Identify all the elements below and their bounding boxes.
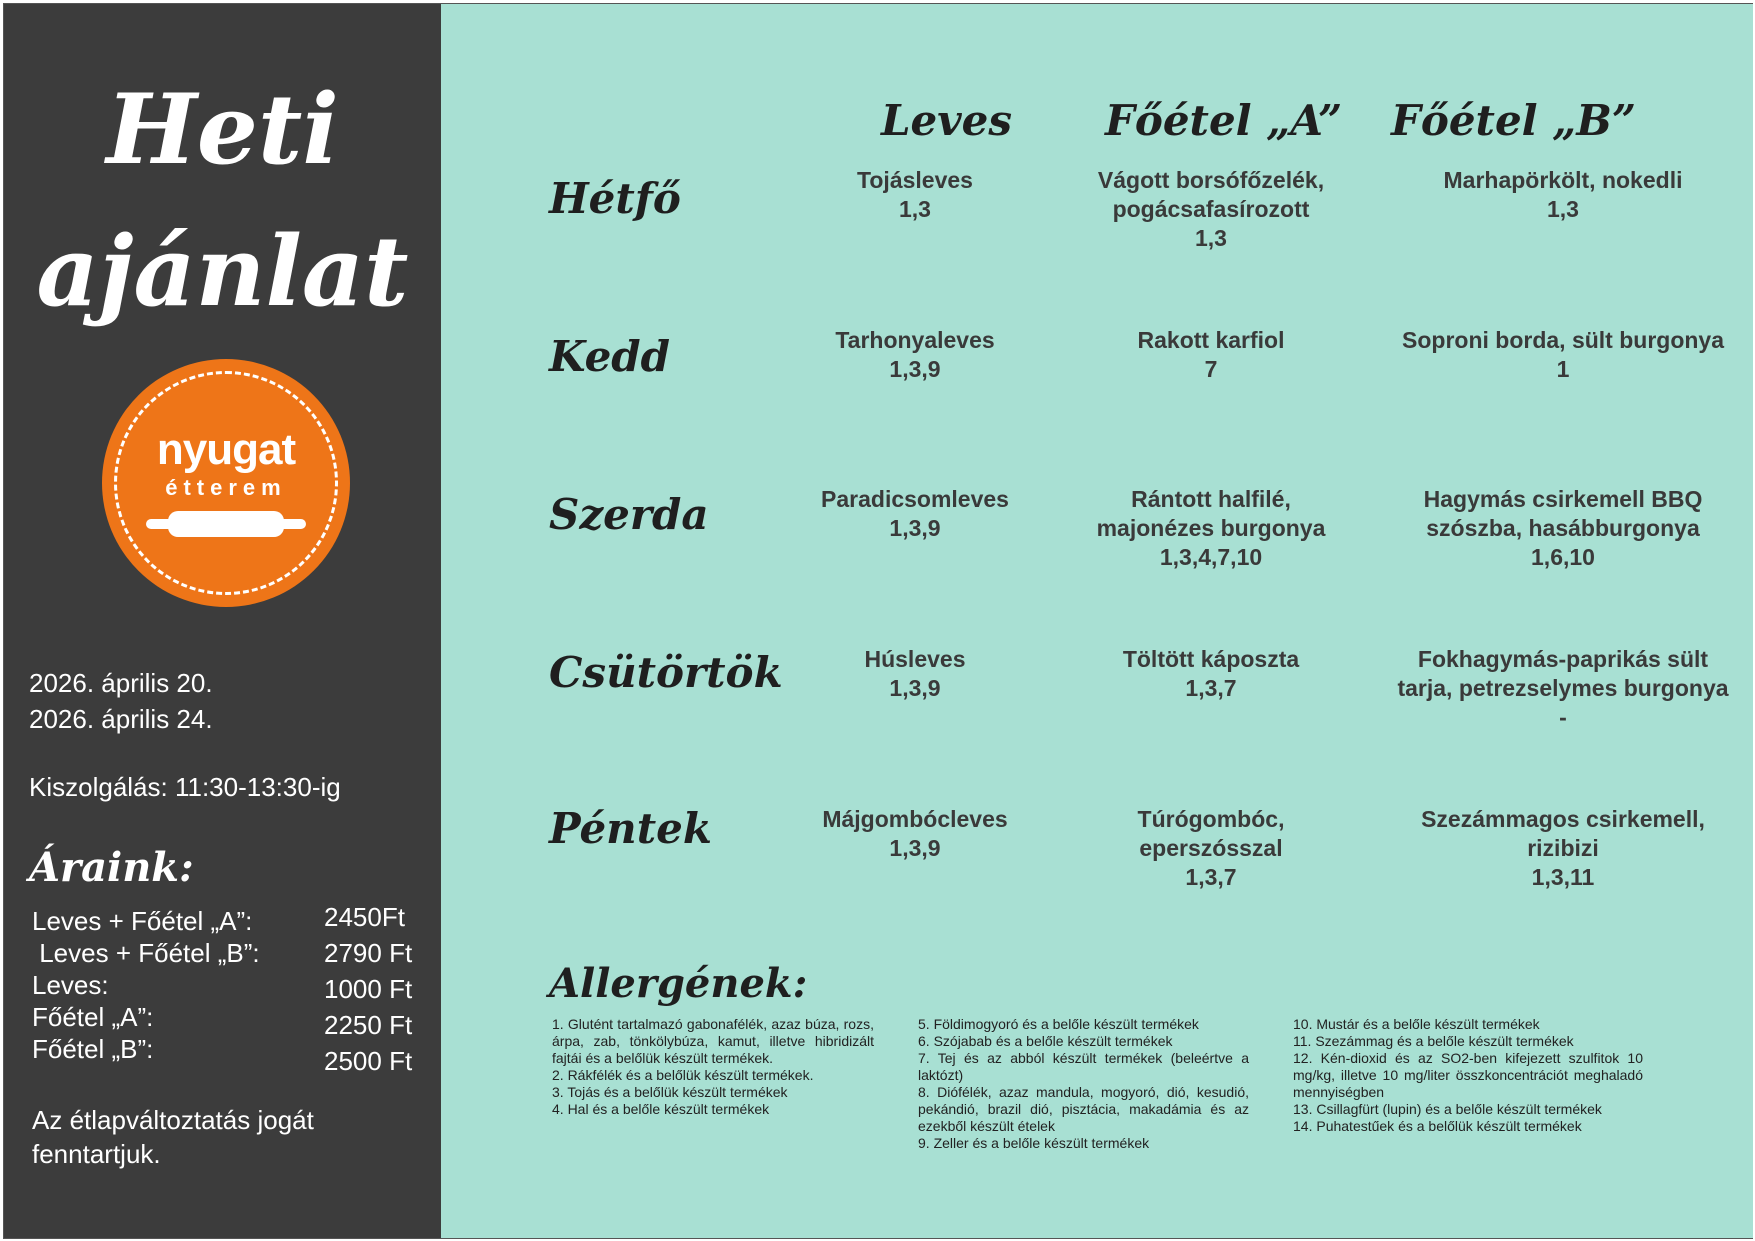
allergen-list-2 xyxy=(918,1016,1249,1152)
allergen-item: 12. Kén-dioxid és az SO2-ben kifejezett szulfitok 10 mg/kg, illetve 10 mg/liter összkoncentrációt meghaladó mennyiségben xyxy=(1293,1050,1643,1100)
allergen-item: 9. Zeller és a belőle készült termékek xyxy=(918,1135,1150,1151)
dish-line: Májgombócleves xyxy=(822,806,1008,832)
allergens-title: Allergének: xyxy=(549,960,808,1007)
allergen-list-1 xyxy=(552,1016,874,1118)
column-header-main-a: Főétel „A” xyxy=(1105,96,1343,145)
menu-cell-main-b xyxy=(1373,485,1753,572)
allergen-codes: 1,3,9 xyxy=(889,675,941,701)
column-header-soup: Leves xyxy=(881,96,1013,145)
prices-title: Áraink: xyxy=(29,844,194,891)
allergen-item: 7. Tej és az abból készült termékek (beleértve a laktózt) xyxy=(918,1050,1249,1083)
price-value: 2450Ft xyxy=(324,902,405,932)
allergen-list-3 xyxy=(1293,1016,1643,1135)
allergen-codes: - xyxy=(1559,704,1567,730)
dish-line: szószba, hasábburgonya xyxy=(1426,515,1700,541)
dish-line: Hagymás csirkemell BBQ xyxy=(1423,486,1703,512)
allergen-codes: 1,3 xyxy=(1547,196,1579,222)
dish-line: Túrógombóc, xyxy=(1137,806,1285,832)
price-value: 2250 Ft xyxy=(324,1010,413,1040)
menu-cell-soup xyxy=(785,805,1045,863)
allergen-codes: 1,3,9 xyxy=(889,835,941,861)
allergen-item: 5. Földimogyoró és a belőle készült termékek xyxy=(918,1016,1199,1032)
menu-cell-main-a xyxy=(1071,805,1351,892)
allergen-codes: 1,3,11 xyxy=(1531,864,1595,890)
dish-line: Tarhonyaleves xyxy=(835,327,995,353)
day-label: Hétfő xyxy=(549,174,681,223)
allergen-codes: 1,3 xyxy=(899,196,931,222)
menu-cell-main-a xyxy=(1071,166,1351,253)
rolling-pin-handle-right xyxy=(278,519,306,529)
menu-cell-main-a xyxy=(1071,485,1351,572)
price-label: Leves: xyxy=(32,970,109,1000)
allergen-item: 4. Hal és a belőle készült termékek xyxy=(552,1101,770,1117)
allergen-codes: 1,3,9 xyxy=(889,356,941,382)
dish-line: Rakott karfiol xyxy=(1137,327,1285,353)
dish-line: Húsleves xyxy=(864,646,966,672)
allergen-item: 1. Glutént tartalmazó gabonafélék, azaz búza, rozs, árpa, zab, tönkölybúza, kamut, illetve hibridizált fajtái és a belőlük készült termékek. xyxy=(552,1016,874,1066)
column-header-main-b: Főétel „B” xyxy=(1391,96,1637,145)
price-label: Főétel „A”: xyxy=(32,1002,154,1032)
allergen-item: 6. Szójabab és a belőle készült termékek xyxy=(918,1033,1173,1049)
restaurant-logo xyxy=(102,359,350,607)
dish-line: Soproni borda, sült burgonya xyxy=(1402,327,1724,353)
dish-line: Töltött káposzta xyxy=(1122,646,1300,672)
menu-cell-soup xyxy=(785,645,1045,703)
dish-line: Paradicsomleves xyxy=(821,486,1009,512)
dish-line: Marhapörkölt, nokedli xyxy=(1443,167,1683,193)
title-line-1: Heti xyxy=(106,73,339,186)
day-label: Kedd xyxy=(549,332,671,381)
menu-cell-main-a xyxy=(1071,645,1351,703)
day-label: Csütörtök xyxy=(549,648,783,697)
allergen-item: 13. Csillagfürt (lupin) és a belőle készült termékek xyxy=(1293,1101,1602,1117)
logo-subtitle: étterem xyxy=(165,475,287,500)
allergen-codes: 1,3 xyxy=(1195,225,1227,251)
allergen-codes: 7 xyxy=(1204,356,1218,382)
allergen-item: 8. Diófélék, azaz mandula, mogyoró, dió, kesudió, pekándió, brazil dió, pisztácia, makadámia és az ezekből készült ételek xyxy=(918,1084,1249,1134)
allergen-item: 10. Mustár és a belőle készült termékek xyxy=(1293,1016,1540,1032)
dish-line: rizibizi xyxy=(1527,835,1599,861)
price-value: 2790 Ft xyxy=(324,938,413,968)
allergen-codes: 1 xyxy=(1556,356,1570,382)
rolling-pin-handle-left xyxy=(146,519,174,529)
dish-line: Vágott borsófőzelék, xyxy=(1097,167,1325,193)
menu-cell-main-a xyxy=(1071,326,1351,384)
menu-cell-main-b xyxy=(1373,166,1753,224)
price-label: Leves + Főétel „B”: xyxy=(32,938,260,968)
menu-cell-soup xyxy=(785,166,1045,224)
price-label: Leves + Főétel „A”: xyxy=(32,906,253,936)
menu-cell-soup xyxy=(785,485,1045,543)
allergen-codes: 1,3,9 xyxy=(889,515,941,541)
menu-cell-soup xyxy=(785,326,1045,384)
service-hours: Kiszolgálás: 11:30-13:30-ig xyxy=(29,772,341,802)
allergen-item: 11. Szezámmag és a belőle készült termékek xyxy=(1293,1033,1574,1049)
dish-line: tarja, petrezselymes burgonya xyxy=(1397,675,1729,701)
menu-cell-main-b xyxy=(1373,326,1753,384)
rolling-pin-icon xyxy=(168,511,284,537)
title-line-2: ajánlat xyxy=(36,215,409,328)
menu-content xyxy=(441,4,1753,1238)
sidebar xyxy=(4,4,441,1238)
dish-line: pogácsafasírozott xyxy=(1112,196,1310,222)
dish-line: eperszósszal xyxy=(1139,835,1283,861)
price-value: 2500 Ft xyxy=(324,1046,413,1076)
price-label: Főétel „B”: xyxy=(32,1034,154,1064)
day-label: Szerda xyxy=(549,490,709,539)
dish-line: Tojásleves xyxy=(857,167,973,193)
price-value: 1000 Ft xyxy=(324,974,413,1004)
allergen-item: 3. Tojás és a belőlük készült termékek xyxy=(552,1084,788,1100)
allergen-item: 14. Puhatestűek és a belőlük készült termékek xyxy=(1293,1118,1582,1134)
menu-cell-main-b xyxy=(1373,645,1753,732)
allergen-codes: 1,3,7 xyxy=(1185,675,1237,701)
date-to: 2026. április 24. xyxy=(29,704,213,734)
dish-line: Szezámmagos csirkemell, xyxy=(1421,806,1705,832)
allergen-codes: 1,3,7 xyxy=(1185,864,1237,890)
date-from: 2026. április 20. xyxy=(29,668,213,698)
menu-cell-main-b xyxy=(1373,805,1753,892)
allergen-codes: 1,6,10 xyxy=(1531,544,1595,570)
dish-line: Fokhagymás-paprikás sült xyxy=(1417,646,1709,672)
day-label: Péntek xyxy=(549,804,712,853)
disclaimer-note: Az étlapváltoztatás jogát fenntartjuk. xyxy=(32,1105,314,1169)
allergen-codes: 1,3,4,7,10 xyxy=(1159,544,1263,570)
dish-line: Rántott halfilé, xyxy=(1131,486,1291,512)
logo-name: nyugat xyxy=(156,425,296,474)
allergen-item: 2. Rákfélék és a belőlük készült termékek. xyxy=(552,1067,814,1083)
dish-line: majonézes burgonya xyxy=(1096,515,1326,541)
